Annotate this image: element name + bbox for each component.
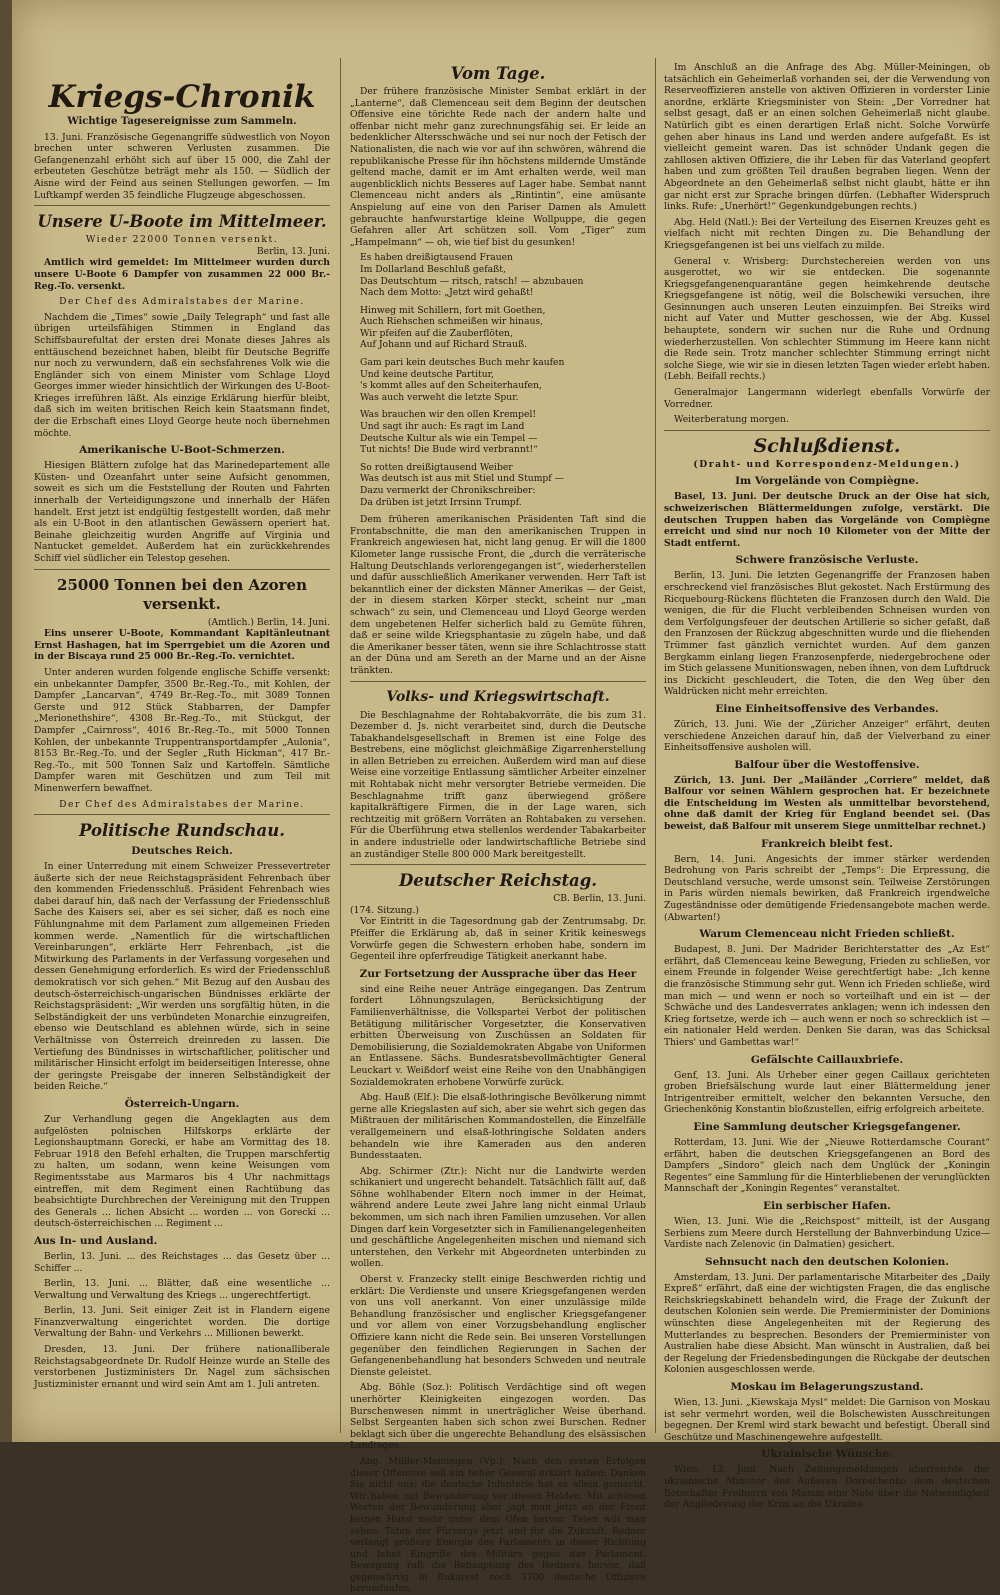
poem-line: Was deutsch ist aus mit Stiel und Stumpf —	[360, 473, 564, 485]
column-rule	[340, 58, 341, 1433]
poem-line: Und sagt ihr auch: Es ragt im Land	[360, 421, 525, 433]
subheadline-einheit: Eine Einheitsoffensive des Verbandes.	[715, 702, 939, 715]
article-paragraph: Die Beschlagnahme der Rohtabakvorräte, die bis zum 31. Dezember d. Js. nicht verarbeitet sind, durch die Deutsche Tabakhandelsgesellschaft in Bremen ist eine Folge des Bestrebens, eine möglichst gleichmäßige Zigarrenherstellung in allen Betrieben zu erreichen. Außerdem wird man auf diese Weise eine vorzeitige Entlassung sämtlicher Arbeiter einzelner mit Rohtabak nicht mehr versorgter Betriebe vermeiden. Die Beschlagnahme trifft ganz überwiegend größere kapitalkräftigere Firmen, die in der Lage waren, sich rechtzeitig mit größern Vorräten an Rohtabaken zu versehen. Für die Überführung etwa stellenlos werdender Tabakarbeiter in andere industrielle oder landwirtschaftliche Betriebe sind an zuständiger Stelle 800 000 Mark bereitgestellt.	[350, 709, 646, 860]
subheadline-oesterreich: Österreich-Ungarn.	[124, 1097, 240, 1110]
article-paragraph: Zürich, 13. Juni. Wie der „Züricher Anzeiger“ erfährt, deuten verschiedene Anzeichen darauf hin, daß der Vielverband zu einer Einheitsoffensive ausholen will.	[664, 718, 990, 754]
article-paragraph: Unter anderen wurden folgende englische Schiffe versenkt: ein unbekannter Dampfer, 3500 Br.-Reg.-To., mit Kohlen, der Dampfer „Lancarvan“, 4749 Br.-Reg.-To., mit 3089 Tonnen Gerste und 912 Stück Stabbarren, der Dampfer „Merionethshire“, 4308 Br.-Reg.-To., mit Stückgut, der Dampfer „Cairnross“, 4016 Br.-Reg.-To., mit 5000 Tonnen Kohlen, der unbekannte Truppentransportdampfer „Aulonia“, 8153 Br.-Reg.-To. und der Segler „Ruth Hickman“, 417 Br.-Reg.-To., mit 500 Tonnen Salz und Kartoffeln. Sämtliche Dampfer waren mit Geschützen und zum Teil mit Minenwerfern bewaffnet.	[34, 666, 330, 794]
poem-line: Deutsche Kultur als wie ein Tempel —	[360, 432, 538, 444]
headline-politik: Politische Rundschau.	[79, 821, 285, 841]
masthead-title: Kriegs-Chronik	[48, 79, 316, 115]
article-paragraph: Oberst v. Franzecky stellt einige Beschwerden richtig und erklärt: Die Verdienste und unsere Kriegsgefangenen werden von uns voll anerkannt. Von einer unzulässige milde Behandlung französischer und englischer Kriegsgefangener und vor allem von einer Vorzugsbehandlung englischer Offiziere kann nicht die Rede sein. Bei unseren Vorstellungen gegenüber den feindlichen Regierungen in Sachen der Gefangenenbehandlung hat besonders Schweden und neutrale Dienste geleistet.	[350, 1274, 646, 1378]
divider	[34, 569, 330, 570]
poem-line: 's kommt alles auf den Scheiterhaufen,	[360, 380, 542, 392]
subheadline-schlussdienst: (Draht- und Korrespondenz-Meldungen.)	[693, 458, 961, 470]
article-paragraph: Genf, 13. Juni. Als Urheber einer gegen Caillaux gerichteten groben Briefsälschung wurde laut einer Blättermeldung jener Intrigentreiber ermittelt, welcher den bekannten Versuche, den Griechenkönig Konstantin bloßzustellen, eifrig erfolgreich arbeitete.	[664, 1069, 990, 1116]
article-paragraph: Amsterdam, 13. Juni. Der parlamentarische Mitarbeiter des „Daily Expreß“ erfährt, daß eine der wichtigsten Fragen, die das englische Reichskriegskabinett behandeln wird, die Frage der Zukunft der deutschen Kolonien sein werde. Die Premierminister der Dominions wünschten diese Angelegenheiten mit der Regierung des Mutterlandes zu besprechen. Besonders der Premierminister von Australien habe diese Absicht. Man wünscht in Australien, daß bei der Regelung der Friedensbedingungen die Rückgabe der deutschen Kolonien ausgeschlossen werde.	[664, 1271, 990, 1376]
signature: Der Chef des Admiralstabes der Marine.	[59, 296, 305, 308]
article-paragraph: Zur Verhandlung gegen die Angeklagten aus dem aufgelösten polnischen Hilfskorps erklärte der Legionshauptmann Gorecki, er habe am Vormittag des 18. Februar 1918 den Befehl erhalten, die Truppen marschfertig zu halten, um sodann, wenn keine Weisungen vom Regimentsstabe aus Marmaros bis 4 Uhr nachmittags eintreffen, mit dem Regiment einen Rachtübung das beabsichtigte Durchbrechen der Vereinigung mit den Truppen des Generals ... lichen Absicht ... worden ... von Gorecki ... deutsch-österreichischen ... Regiment ...	[34, 1113, 330, 1230]
headline-wirtschaft: Volks- und Kriegswirtschaft.	[386, 688, 610, 705]
subheadline-amerik: Amerikanische U-Boot-Schmerzen.	[79, 444, 285, 457]
article-paragraph: Berlin, 13. Juni. ... des Reichstages ... das Gesetz über ... Schiffer ...	[34, 1250, 330, 1274]
divider	[664, 430, 990, 431]
article-paragraph: Im Anschluß an die Anfrage des Abg. Müller-Meiningen, ob tatsächlich ein Geheimerlaß vorhanden sei, der die Verwendung von Reserveoffizieren anstelle von aktiven Offizieren in vorderster Linie anordne, erklärte Kriegsminister von Stein: „Der Vorredner hat selbst gesagt, daß er an einen solchen Geheimerlaß nicht glaube. Natürlich gibt es einen derartigen Erlaß nicht. Solche Vorwürfe gehen aber hinaus ins Land und werden andere aufgefaßt. Es ist vielleicht gemeint waren. Das ist schnöder Undank gegen die zahllosen aktiven Offiziere, die ihr Leben für das Vaterland geopfert haben und zum größten Teil draußen begraben liegen. Wenn der Abgeordnete an den Geheimerlaß selbst nicht glaubt, hätte er ihn gar nicht erst zur Sprache bringen dürfen. (Lebhafter Widerspruch links. Rufe: „Unerhört!“ Gegenkundgebungen rechts.)	[664, 62, 990, 213]
article-paragraph: General v. Wrisberg: Durchstechereien werden von uns ausgerottet, wo wir sie entdecken. Die sogenannte Kriegsgefangenenquarantäne gegen heimkehrende deutsche Kriegsgefangene ist nötig, weil die Bolschewiki versuchen, ihre Gesinnungen auch unseren Leuten einzuimpfen. Bei Streiks wird nicht auf Vater und Mutter geschossen, wie der Abg. Kussel behauptete, sondern wir suchen nur die Ruhe und Ordnung wiederherzustellen. Von schlechter Stimmung im Heere kann nicht die Rede sein. Trotz mancher schlechter Stimmung erringt nicht solche Siege, wie wir sie in diesen letzten Tagen wieder erlebt haben. (Lebh. Beifall rechts.)	[664, 255, 990, 383]
article-paragraph: Abg. Schirmer (Ztr.): Nicht nur die Landwirte werden schikaniert und ungerecht behandelt. Tatsächlich fällt auf, daß Söhne wohlhabender Eltern noch immer in der Heimat, während andere Leute zwei Jahre lang nicht einmal Urlaub bekommen, um sich nach ihren Familien umzusehen. Vor allen Dingen darf kein Vorgesetzter sich in Familienangelegenheiten und geschäftliche Angelegenheiten mischen und niemand sich unterstehen, den Verkehr mit Abgeordneten unterbinden zu wollen.	[350, 1165, 646, 1270]
article-paragraph: Berlin, 13. Juni. ... Blätter, daß eine wesentliche ... Verwaltung und Verwaltung des Kriegs ... ungerechtfertigt.	[34, 1278, 330, 1301]
article-paragraph: Vor Eintritt in die Tagesordnung gab der Zentrumsabg. Dr. Pfeiffer die Erklärung ab, daß in seiner Kritik keineswegs Vorwürfe gegen die Schwestern erhoben habe, sondern im Gegenteil ihre opferfreudige Tätigkeit anerkannt habe.	[350, 916, 646, 963]
poem-line: Im Dollarland Beschluß gefaßt,	[360, 263, 506, 275]
subheadline-ausland: Aus In- und Ausland.	[34, 1234, 158, 1247]
column-middle	[350, 62, 646, 1595]
article-paragraph: sind eine Reihe neuer Anträge eingegangen. Das Zentrum fordert Löhnungszulagen, Berücksichtigung der Familienverhältnisse, die Volkspartei Verbot der politischen Betätigung militärischer Vorgesetzter, die Konservativen erbitten Überweisung von Zuschüssen an Soldaten für Demobilisierung, die Sozialdemokraten Abgabe von Uniformen an Entlassene. Sächs. Bundesratsbevollmächtigter General Leuckart v. Weißdorf weist eine Reihe von den Unabhängigen Sozialdemokraten erhobene Vorwürfe zurück.	[350, 983, 646, 1088]
article-paragraph: Rotterdam, 13. Juni. Wie der „Nieuwe Rotterdamsche Courant“ erfährt, haben die deutschen Kriegsgefangenen an Bord des Dampfers „Sindoro“ gleich nach dem Unglück der „Koningin Regentes“ eine Sammlung für die Hinterbliebenen der verunglückten Mannschaft der „Koningin Regentes“ veranstaltet.	[664, 1136, 990, 1195]
article-paragraph: Bern, 14. Juni. Angesichts der immer stärker werdenden Bedrohung von Paris schreibt der „Temps“: Die Erpressung, die Deutschland versuche, werde umsonst sein. Teilweise Zerstörungen in Paris würden niemals bewirken, daß Frankreich irgendwelche Zugeständnisse oder demütigende Friedensangebote machen werde. (Abwarten!)	[664, 853, 990, 923]
subheadline-hafen: Ein serbischer Hafen.	[763, 1199, 891, 1212]
dateline: CB. Berlin, 13. Juni.	[553, 893, 646, 905]
column-right	[664, 62, 990, 1511]
divider	[350, 681, 646, 682]
column-left	[34, 80, 330, 1455]
poem-line: Dazu vermerkt der Chronikschreiber:	[360, 485, 536, 496]
article-paragraph: Abg. Müller-Meiningen (Vp.): Nach den ersten Erfolgen dieser Offensive soll ein hoher General erklärt haben: Danken Sie nicht uns; die deutsche Infanterie hat es allein gemacht. Wir haben mit Bewunderung vor diesen Helden. Mit schönen Worten der Bewunderung aber jagt man jetzt an der Front keinen Hund mehr unter dem Ofen hervor. Taten will man sehen. Taten der Fürsorge jetzt und für die Zukunft. Redner verlangt größere Energie des Parlaments in dieser Richtung und lehnt Eingriffe des Militärs gegen das Parlament. Bewegung ruft die Behauptung des Redners hervor, daß gegenwärtig in Bukarest noch 3700 deutsche Offiziere herumlaufen.	[350, 1455, 646, 1595]
article-paragraph: Budapest, 8. Juni. Der Madrider Berichterstatter des „Az Est“ erfährt, daß Clemenceau keine Bewegung, Frieden zu schließen, vor einem Freunde in folgender Weise gerechtfertigt habe: „Ich kenne die französische Stimmung sehr gut. Wenn ich Frieden schließe, wird man mich — und wenn er noch so vorteilhaft und ein ist — der Schwäche und des Landesverrates anklagen; wenn ich indessen den Krieg fortsetze, werde ich — auch wenn er noch so schrecklich ist — ein nationaler Held werden. Denken Sie daran, was das Schicksal Thiers' und Gambettas war!“	[664, 944, 990, 1048]
signature: Der Chef des Admiralstabes der Marine.	[59, 798, 305, 810]
divider	[350, 864, 646, 865]
subheadline-ukraine: Ukrainische Wünsche.	[761, 1448, 893, 1461]
article-paragraph: Nachdem die „Times“ sowie „Daily Telegraph“ und fast alle übrigen urteilsfähigen Stimmen in England das Schiffsbaurefultat der ersten drei Monate dieses Jahres als enttäuschend bezeichnet haben, bleibt für Deutsche Begriffe nur noch zu verwundern, daß ein sechsfahrenes Volk wie die Engländer sich von einem Minister vom Schlage Lloyd Georges immer wieder hinsichtlich der Wirkungen des U-Boot-Krieges irreführen läßt. Als einzige Erklärung hierfür bleibt, daß sich im weiten britischen Reich kein Staatsmann findet, der die Erbschaft eines Lloyd George heute noch übernehmen möchte.	[34, 311, 330, 439]
poem-line: Da drüben ist jetzt Irrsinn Trumpf.	[360, 496, 522, 508]
session-number: (174. Sitzung.)	[350, 904, 419, 916]
newspaper-page	[12, 0, 1000, 1595]
subheadline-verluste: Schwere französische Verluste.	[735, 554, 919, 567]
poem-line: Nach dem Motto: „Jetzt wird gehaßt!	[360, 287, 534, 299]
poem-line: Und keine deutsche Partitur,	[360, 368, 494, 380]
poem-line: Das Deutschtum — ritsch, ratsch! — abzubauen	[360, 275, 584, 287]
article-paragraph: In einer Unterredung mit einem Schweizer Pressevertreter äußerte sich der neue Reichstagspräsident Fehrenbach über den kommenden Friedensschluß. Präsident Fehrenbach wies dabei darauf hin, daß nach der Verfassung der Friedensschluß Sache des Kaisers sei, aber es sei sicher, daß es noch eine Fühlungnahme mit dem Parlament zum allgemeinen Frieden kommen werde. „Namentlich für die wirtschaftlichen Vereinbarungen“, erklärte Herr Fehrenbach, „ist die Mitwirkung des Parlaments in der Verfassung vorgesehen und dessen Genehmigung erforderlich. Es wird der Friedensschluß demokratisch vor sich gehen.“ Mit Bezug auf den Ausbau des deutsch-österreichisch-ungarischen Bündnisses erklärte der Reichstagspräsident: „Wir werden uns sorgfältig hüten, in die Selbständigkeit der uns verbündeten Monarchie einzugreifen, ebenso wie Deutschland es ablehnen würde, sich in seine Verhältnisse von Österreich dreinreden zu lassen. Die Vertiefung des Bündnisses in wirtschaftlicher, politischer und militärischer Hinsicht erfolgt im beiderseitigen Interesse, ohne der geringste Preisgabe der inneren Selbständigkeit der beiden Reiche.“	[34, 861, 330, 1093]
poem-line: Auch Riehschen schmeißen wir hinaus,	[360, 316, 543, 328]
article-paragraph: Basel, 13. Juni. Der deutsche Druck an der Oise hat sich, schweizerischen Blättermeldungen zufolge, verstärkt. Die deutschen Truppen haben das Vorgelände von Compiègne erreicht und sind nur noch 10 Kilometer von der Mitte der Stadt entfernt.	[664, 491, 990, 549]
column-rule	[655, 58, 656, 1433]
article-paragraph: Wien, 13. Juni. Nach Zeitungsmeldungen überreichte der ukrainische Minister des Äußeren Doroschenko dem deutschen Botschafter Freiherrn von Mumm eine Note über die Notwendigkeit der Angliederung der Krim an die Ukraine.	[664, 1464, 990, 1511]
subheadline-compiegne: Im Vorgelände von Compiègne.	[735, 475, 919, 488]
poem-line: Hinweg mit Schillern, fort mit Goethen,	[360, 304, 546, 316]
subheadline-clemenceau: Warum Clemenceau nicht Frieden schließt.	[699, 928, 955, 941]
poem-line: So rotten dreißigtausend Weiber	[360, 461, 513, 473]
poem-line: Wir pfeifen auf die Zauberflöten,	[360, 327, 513, 339]
subheadline-moskau: Moskau im Belagerungszustand.	[730, 1381, 924, 1394]
article-paragraph: Wien, 13. Juni. „Kiewskaja Mysl“ meldet: Die Garnison von Moskau ist sehr vermehrt worden, weil die Bolschewisten Ausschreitungen begegnen. Der Kreml wird stark bewacht und befestigt. Überall sind Geschütze und Maschinengewehre aufgestellt.	[664, 1397, 990, 1443]
subheadline-caillaux: Gefälschte Caillauxbriefe.	[750, 1053, 904, 1066]
headline-uboote: Unsere U-Boote im Mittelmeer.	[37, 212, 327, 232]
article-paragraph: Dem früheren amerikanischen Präsidenten Taft sind die Frontabschnitte, die man den amerikanischen Truppen in Frankreich angewiesen hat, nicht lang genug. Er will die 1800 Kilometer lange russische Front, die „durch die verräterische Haltung Deutschlands verlorengegangen ist“, wiederherstellen und dafür ausschließlich Amerikaner verwenden. Herr Taft ist bekanntlich einer der dicksten Männer Amerikas — der Geist, der in diesem starken Körper steckt, scheint nur „man schwach“ zu sein, und Clemenceau und Lloyd George werden dem ungebetenen Helfer sicherlich bald zu Gemüte führen, daß er seine wilde Kriegsphantasie zu zügeln habe, und daß die Amerikaner besser täten, wenn sie ihre Schlachtrosse statt an der Düna und am Sereth an der Marne und an der Aisne tränkten.	[350, 514, 646, 676]
subheadline-sammlung: Eine Sammlung deutscher Kriegsgefangener.	[693, 1120, 961, 1133]
subheadline-frankreich: Frankreich bleibt fest.	[761, 837, 893, 850]
article-paragraph: Abg. Hauß (Elf.): Die elsaß-lothringische Bevölkerung nimmt gerne alle Kriegslasten auf sich, aber sie wehrt sich gegen das Mißtrauen der militärischen Kommandostellen, die Einzelfälle verallgemeinern und elsaß-lothringische Soldaten anders behandeln wie ihre Kameraden aus den anderen Bundesstaaten.	[350, 1092, 646, 1162]
article-paragraph: Hiesigen Blättern zufolge hat das Marinedepartement alle Küsten- und Ozeanfahrt unter seine Aufsicht genommen, soweit es sich um die Feststellung der Routen und Fahrten innerhalb der Verteidigungszone und innerhalb der Häfen handelt. Erst jetzt ist endgültig festgestellt worden, daß mehr als ein U-Boot in den atlantischen Gewässern operiert hat. Beinahe gleichzeitig wurden Angriffe auf Virginia und Nantucket gemeldet. Außerdem hat ein zurückkehrendes Schiff viel südlicher ein Telestop gesehen.	[34, 460, 330, 564]
article-paragraph: Abg. Held (Natl.): Bei der Verteilung des Eisernen Kreuzes geht es vielfach nicht mit rechten Dingen zu. Die Behandlung der Kriegsgefangenen ist bei uns vielfach zu milde.	[664, 216, 990, 251]
poem-line: Gam pari kein deutsches Buch mehr kaufen	[360, 357, 565, 369]
article-paragraph: Der frühere französische Minister Sembat erklärt in der „Lanterne“, daß Clemenceau seit dem Beginn der deutschen Offensive eine törichte Rede nach der andern halte und offenbar nicht mehr ganz zurechnungsfähig sei. Er leide an bedenklicher Altersschwäche und sei nur noch der Fetisch der Nationalisten, die nach wie vor auf ihn schwören, während die republikanische Presse für ihn höchstens mildernde Umstände geltend mache, damit er im Amt erhalten werde, weil man augenblicklich nichts Besseres auf Lager habe. Sembat nannt Clemenceau nicht anders als „Rintintin“, eine amüsante Anspielung auf eine von den Pariser Damen als Amulett gebrauchte hanfwurstartige kleine Wollpuppe, die gegen Gefahren aller Art schützen soll. Vom „Tiger“ zum „Hampelmann“ — oh, wie tief bist du gesunken!	[350, 86, 646, 248]
page-edge	[0, 0, 12, 1442]
dateline: Berlin, 13. Juni.	[256, 245, 330, 257]
article-paragraph: Generalmajor Langermann widerlegt ebenfalls Vorwürfe der Vorredner.	[664, 387, 990, 410]
article-paragraph: Weiterberatung morgen.	[674, 414, 789, 426]
poem-line: Was auch verweht die letzte Spur.	[360, 391, 519, 403]
poem-line: Tut nichts! Die Bude wird verbrannt!“	[360, 444, 538, 456]
subheadline-heer: Zur Fortsetzung der Aussprache über das Heer	[359, 967, 637, 980]
article-paragraph: Wien, 13. Juni. Wie die „Reichspost“ mitteilt, ist der Ausgang Serbiens zum Meere durch Herstellung der Bahnverbindung Uzice—Vardiste nach Zelenovic (in Dalmatien) gesichert.	[664, 1215, 990, 1251]
subheadline-balfour: Balfour über die Westoffensive.	[734, 758, 920, 771]
poem-line: Auf Johann und auf Richard Strauß.	[360, 339, 528, 351]
divider	[34, 205, 330, 206]
headline-reichstag: Deutscher Reichstag.	[398, 871, 598, 891]
article-paragraph: Zürich, 13. Juni. Der „Mailänder „Corriere“ meldet, daß Balfour vor seinen Wählern gesprochen hat. Er bezeichnete die Entscheidung im Westen als unmittelbar bevorstehend, ohne daß damit der Krieg für England beendet sei. (Das beweist, daß Balfour mit unserem Siege unmittelbar rechnet.)	[664, 774, 990, 833]
article-paragraph: Abg. Böhle (Soz.): Politisch Verdächtige sind oft wegen unerhörter Kleinigkeiten eingezogen worden. Das Burschenwesen nimmt in unerträglicher Weise überhand. Selbst Sergeanten haben sich schon zwei Burschen. Redner beklagt sich über die ungerechte Behandlung des elsässischen Landtages.	[350, 1382, 646, 1452]
headline-azoren: 25000 Tonnen bei den Azoren versenkt.	[57, 575, 307, 613]
poem	[350, 252, 646, 508]
dateline: (Amtlich.) Berlin, 14. Juni.	[207, 616, 330, 628]
headline-tage: Vom Tage.	[450, 64, 546, 83]
poem-line: Es haben dreißigtausend Frauen	[360, 252, 513, 264]
article-paragraph: Berlin, 13. Juni. Seit einiger Zeit ist in Flandern eigene Finanzverwaltung eingerichtet worden. Die dortige Verwaltung der Bahn- und Verkehrs ... Millionen bewerkt.	[34, 1305, 330, 1340]
subheadline-deutsch: Deutsches Reich.	[131, 845, 233, 858]
official-report: Eins unserer U-Boote, Kommandant Kapitänleutnant Ernst Hashagen, hat im Sperrgebiet um die Azoren und in der Biscaya rund 25 000 Br.-Reg.-To. vernichtet.	[34, 628, 330, 663]
official-report: Amtlich wird gemeldet: Im Mittelmeer wurden durch unsere U-Boote 6 Dampfer von zusammen 22 000 Br.-Reg.-To. versenkt.	[34, 257, 330, 292]
article-paragraph: Berlin, 13. Juni. Die letzten Gegenangriffe der Franzosen haben erschreckend viel französisches Blut gekostet. Nach Erstürmung des Ricquebourg-Rückens flüchteten die Franzosen durch den Wald. Die wenigen, die für die Flucht verbleibenden Schneisen wurden von dem Verfolgungsfeuer der deutschen Artillerie so sicher gefaßt, daß den Franzosen der Rückzug abgeschnitten wurde und die fliehenden Trümmer fast gänzlich vernichtet wurden. Auf dem ganzen Bergkamm einlang liegen Franzosenpferde, niedergebrochene oder im Stich gelassene Munitionswagen, neben ihnen, von dem Luftdruck ins Dickicht geschleudert, die Toten, die den Weg über den Waldrücken nicht mehr erreichten.	[664, 570, 990, 698]
chronicle-intro: 13. Juni. Französische Gegenangriffe südwestlich von Noyon brechen unter schweren Verlusten zusammen. Die Gefangenenzahl erhöht sich auf über 15 000, die Zahl der erbeuteten Geschütze beträgt mehr als 150. — Südlich der Aisne wird der Feind aus seinen Stellungen geworfen. — Im Luftkampf werden 35 feindliche Flugzeuge abgeschossen.	[34, 131, 330, 201]
subheadline-uboote: Wieder 22000 Tonnen versenkt.	[85, 234, 279, 246]
subheadline-kolonien: Sehnsucht nach den deutschen Kolonien.	[705, 1255, 949, 1268]
masthead-subtitle: Wichtige Tagesereignisse zum Sammeln.	[67, 116, 297, 127]
divider	[34, 814, 330, 815]
article-paragraph: Dresden, 13. Juni. Der frühere nationalliberale Reichstagsabgeordnete Dr. Rudolf Heinze wurde an Stelle des verstorbenen Justizministers Dr. Nagel zum sächsischen Justizminister ernannt und wird sein Amt am 1. Juli antreten.	[34, 1344, 330, 1390]
masthead	[34, 80, 330, 114]
headline-schlussdienst: Schlußdienst.	[753, 434, 901, 457]
poem-line: Was brauchen wir den ollen Krempel!	[360, 409, 537, 421]
